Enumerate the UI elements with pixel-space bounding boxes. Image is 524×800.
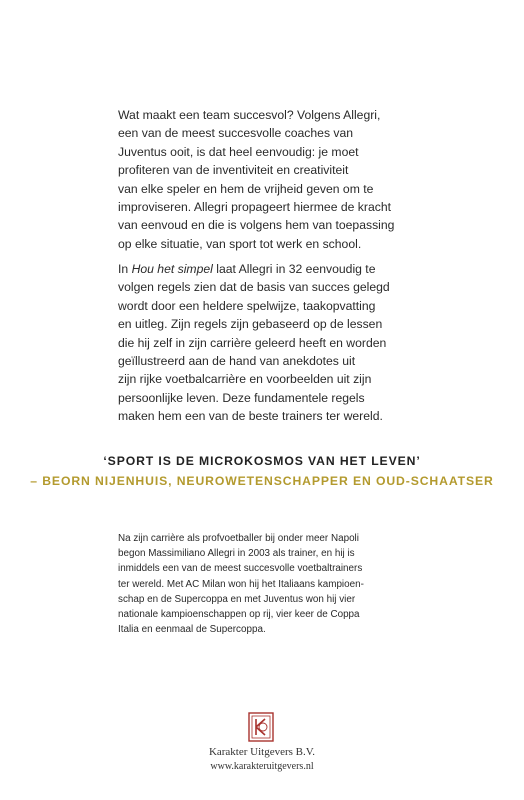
paragraph-1-line: Wat maakt een team succesvol? Volgens Allegri, [118,108,381,122]
karakter-logo-icon [248,712,274,742]
paragraph-1-line: improviseren. Allegri propageert hiermee de kracht [118,200,391,215]
paragraph-1-line: van elke speler en hem de vrijheid geven om te [118,181,374,196]
paragraph-1-line: een van de meest succesvolle coaches van [118,126,354,141]
paragraph-2-line: die hij zelf in zijn carrière geleerd heeft en worden [118,335,387,350]
publisher-url[interactable]: www.karakteruitgevers.nl [210,761,314,772]
paragraph-2-line: zijn rijke voetbalcarrière en voorbeelden uit zijn [118,372,372,387]
paragraph-2-line: persoonlijke leven. Deze fundamentele regels [118,390,365,405]
author-bio [118,531,418,637]
publisher-name: Karakter Uitgevers B.V. [208,746,316,758]
paragraph-1-line: op elke situatie, van sport tot werk en school. [118,236,362,251]
bio-line: nationale kampioenschappen op rij, vier keer de Coppa [118,609,360,621]
paragraph-2-line: wordt door een heldere spelwijze, taakopvatting [118,298,376,313]
paragraph-1-line: van eenvoud en die is volgens hem van toepassing [118,218,395,233]
intro-prefix: In [118,262,132,276]
paragraph-2-line: en uitleg. Zijn regels zijn gebaseerd op de lessen [118,317,383,332]
paragraph-1-line: profiteren van de inventiviteit en creativiteit [118,163,349,178]
paragraph-2-line: volgen regels zien dat de basis van succes gelegd [118,280,390,295]
description-paragraph-2 [118,260,418,426]
description-paragraph-1 [118,106,418,253]
intro-suffix: laat Allegri in 32 eenvoudig te [212,262,376,276]
quote-text: ‘SPORT IS DE MICROKOSMOS VAN HET LEVEN’ [103,454,421,468]
quote-author: – BEORN NIJENHUIS, NEUROWETENSCHAPPER EN OUD-SCHAATSER [30,474,494,488]
bio-line: schap en de Supercoppa en met Juventus won hij vier [118,593,356,605]
book-title: Hou het simpel [131,262,213,276]
bio-line: begon Massimiliano Allegri in 2003 als trainer, en hij is [118,548,355,560]
paragraph-2-line: maken hem een van de beste trainers ter wereld. [118,409,383,424]
bio-line: Italia en eenmaal de Supercoppa. [118,624,266,636]
paragraph-2-line: geïllustreerd aan de hand van anekdotes uit [118,354,356,369]
paragraph-1-line: Juventus ooit, is dat heel eenvoudig: je moet [118,144,359,159]
bio-line: Na zijn carrière als profvoetballer bij onder meer Napoli [118,533,359,544]
paragraph-2-first-line [118,260,418,278]
bio-line: ter wereld. Met AC Milan won hij het Italiaans kampioen- [118,578,364,590]
bio-line: inmiddels een van de meest succesvolle voetbaltrainers [118,563,363,575]
